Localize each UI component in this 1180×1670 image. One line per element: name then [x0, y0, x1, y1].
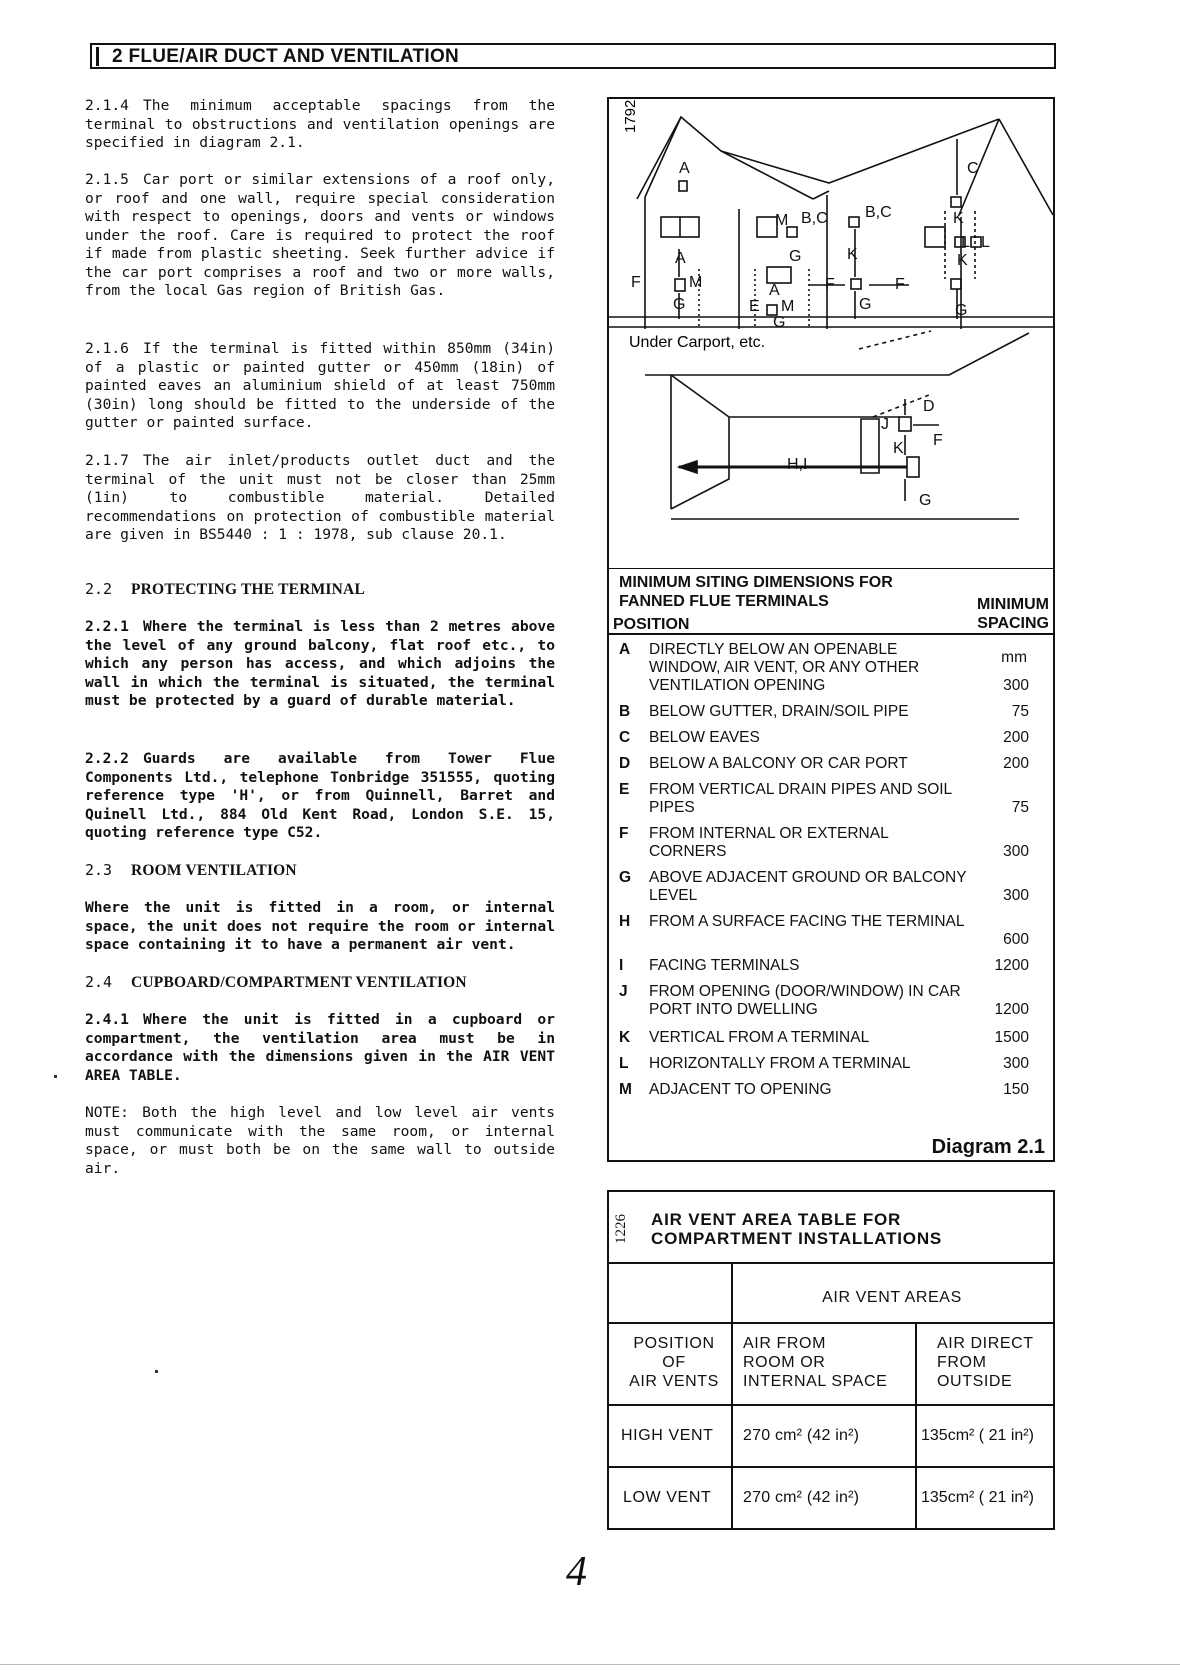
- position-of-air-vents-header: [619, 1334, 729, 1391]
- clause-text: Where the unit is fitted in a room, or internal space, the unit does not require the room or internal space containing it to have a permanent air vent.: [85, 899, 555, 953]
- row-text: ADJACENT TO OPENING: [649, 1081, 832, 1098]
- rule: [915, 1322, 917, 1528]
- clause-number: 2.2.1: [85, 618, 129, 635]
- row-value: 75: [1011, 799, 1029, 816]
- svg-text:A: A: [675, 250, 686, 267]
- position-header: POSITION: [613, 616, 690, 633]
- svg-text:A: A: [679, 160, 690, 177]
- svg-text:K: K: [957, 252, 968, 269]
- clause-text: Guards are available from Tower Flue Components Ltd., telephone Tonbridge 351555, quoting reference type 'H', or from Quinnell, Barret and Quinell Ltd., 884 Old Kent Road, London S.E. 15, quoting reference type C52.: [85, 750, 555, 841]
- svg-text:G: G: [673, 296, 686, 313]
- svg-text:E: E: [749, 298, 760, 315]
- speck: [155, 1370, 158, 1373]
- col1-line: AIR VENTS: [629, 1373, 719, 1390]
- table-row: [619, 703, 1047, 721]
- col3-line: FROM: [937, 1354, 987, 1371]
- section-title: 2 FLUE/AIR DUCT AND VENTILATION: [112, 46, 460, 67]
- high-vent-outside-value: 135cm² ( 21 in²): [921, 1427, 1034, 1444]
- row-text: DIRECTLY BELOW AN OPENABLE WINDOW, AIR VENT, OR ANY OTHER VENTILATION OPENING: [649, 641, 920, 694]
- table-title-line-2: FANNED FLUE TERMINALS: [619, 593, 829, 610]
- paragraph-2-4-1: [85, 1011, 555, 1085]
- row-value: 600: [1003, 931, 1029, 948]
- low-vent-outside-value: 135cm² ( 21 in²): [921, 1489, 1034, 1506]
- air-direct-outside-header: [937, 1334, 1034, 1391]
- row-letter: B: [619, 703, 631, 720]
- paragraph-2-2-1: [85, 618, 555, 711]
- row-value: 300: [1003, 843, 1029, 860]
- svg-text:F: F: [933, 432, 943, 449]
- svg-text:H,I: H,I: [787, 456, 808, 473]
- svg-text:L: L: [961, 234, 970, 251]
- row-text: BELOW GUTTER, DRAIN/SOIL PIPE: [649, 703, 909, 720]
- window: [925, 227, 945, 247]
- minimum-header-line-1: MINIMUM: [977, 596, 1049, 613]
- row-value: 150: [1003, 1081, 1029, 1098]
- row-letter: C: [619, 729, 631, 746]
- gable-right-edge: [959, 119, 999, 215]
- table-row: [619, 957, 1047, 975]
- row-text: FROM A SURFACE FACING THE TERMINAL: [649, 913, 965, 930]
- svg-text:M: M: [689, 274, 703, 291]
- row-value: 1200: [994, 1001, 1029, 1018]
- row-value: 200: [1003, 755, 1029, 772]
- table-row: [619, 983, 1047, 1019]
- clause-number: 2.1.5: [85, 171, 129, 188]
- svg-text:F: F: [825, 276, 835, 293]
- row-text: BELOW EAVES: [649, 729, 760, 746]
- clause-number: 2.1.6: [85, 340, 129, 357]
- table-row: [619, 641, 1047, 695]
- col1-line: POSITION: [633, 1335, 715, 1352]
- svg-text:B,C: B,C: [865, 204, 892, 221]
- row-text: BELOW A BALCONY OR CAR PORT: [649, 755, 908, 772]
- gable-left-edge: [645, 117, 681, 197]
- table-title-line-1: MINIMUM SITING DIMENSIONS FOR: [619, 574, 893, 591]
- table-row: [619, 869, 1047, 905]
- section-2-4-heading: [85, 973, 467, 992]
- svg-text:F: F: [895, 276, 905, 293]
- row-value: 300: [1003, 887, 1029, 904]
- vent-title-line-1: AIR VENT AREA TABLE FOR: [651, 1210, 902, 1229]
- section-2-2-heading: [85, 580, 365, 599]
- svg-text:D: D: [923, 398, 935, 415]
- clause-number: 2.4.1: [85, 1011, 129, 1028]
- clause-text: Where the unit is fitted in a cupboard or compartment, the ventilation area must be in accordance with the dimensions given in the AIR VENT AREA TABLE.: [85, 1011, 555, 1084]
- air-from-room-header: [743, 1334, 887, 1391]
- svg-text:M: M: [775, 212, 789, 229]
- paragraph-2-1-4: [85, 97, 555, 153]
- svg-text:C: C: [967, 160, 979, 177]
- air-vent-areas-header: AIR VENT AREAS: [822, 1289, 962, 1306]
- carport-door: [861, 419, 879, 473]
- window: [767, 267, 791, 283]
- section-number: 2.2: [85, 580, 113, 598]
- table-row: [619, 1055, 1047, 1073]
- rule: [609, 1262, 1053, 1264]
- row-text: HORIZONTALLY FROM A TERMINAL: [649, 1055, 911, 1072]
- speck: [54, 1075, 57, 1078]
- paragraph-2-3: [85, 899, 555, 955]
- low-vent-room-value: 270 cm² (42 in²): [743, 1489, 860, 1506]
- svg-text:F: F: [631, 274, 641, 291]
- row-letter: G: [619, 869, 632, 886]
- clause-text: The air inlet/products outlet duct and the terminal of the unit must not be closer than 25mm (1in) to combustible material. Detailed recommendations on protection of combustible material are given in BS5440 : 1 : 1978, sub clause 20.1.: [85, 452, 555, 543]
- clause-text: If the terminal is fitted within 850mm (34in) of a plastic or painted gutter or 450mm (18in) of painted eaves an aluminium shield of at least 750mm (30in) long should be fitted to the underside of the gutter or painted surface.: [85, 340, 555, 431]
- col3-line: OUTSIDE: [937, 1373, 1013, 1390]
- clause-number: 2.1.4: [85, 97, 129, 114]
- section-header: [90, 43, 1056, 69]
- diagram-2-1: [607, 97, 1055, 1162]
- paragraph-2-1-7: [85, 452, 555, 545]
- header-bar: [96, 47, 99, 66]
- clause-text: Car port or similar extensions of a roof only, or roof and one wall, require special consideration with respect to openings, doors and vents or windows under the roof. Care is required to protect the roof if made from plastic sheeting. Seek further advice if the car port comprises a roof and two or more walls, from the local Gas region of British Gas.: [85, 171, 555, 299]
- svg-text:K: K: [893, 440, 904, 457]
- vent-title-line-2: COMPARTMENT INSTALLATIONS: [651, 1229, 943, 1248]
- row-text: FROM VERTICAL DRAIN PIPES AND SOIL PIPES: [649, 781, 952, 816]
- table-row: [619, 825, 1047, 861]
- clause-text: Where the terminal is less than 2 metres above the level of any ground balcony, flat roof etc., to which any person has access, and which adjoins the wall in which the terminal is situated, the terminal must be protected by a guard of durable material.: [85, 618, 555, 709]
- section-heading: PROTECTING THE TERMINAL: [131, 581, 365, 598]
- col3-line: AIR DIRECT: [937, 1335, 1034, 1352]
- row-letter: K: [619, 1029, 631, 1046]
- row-text: FACING TERMINALS: [649, 957, 800, 974]
- svg-text:G: G: [919, 492, 932, 509]
- row-text: VERTICAL FROM A TERMINAL: [649, 1029, 870, 1046]
- svg-text:J: J: [881, 416, 889, 433]
- window: [757, 217, 777, 237]
- note-paragraph: [85, 1104, 555, 1178]
- clause-text: The minimum acceptable spacings from the terminal to obstructions and ventilation openings are specified in diagram 2.1.: [85, 97, 555, 151]
- row-text: ABOVE ADJACENT GROUND OR BALCONY LEVEL: [649, 869, 967, 904]
- diagram-ref: 1792: [622, 99, 639, 133]
- svg-text:G: G: [789, 248, 802, 265]
- row-letter: F: [619, 825, 629, 842]
- row-letter: L: [619, 1055, 629, 1072]
- paragraph-2-1-6: [85, 340, 555, 433]
- carport-frame: [671, 375, 899, 509]
- table-row: [619, 913, 1047, 949]
- row-letter: E: [619, 781, 630, 798]
- table-row: [619, 729, 1047, 747]
- rule: [609, 1322, 1053, 1324]
- high-vent-room-value: 270 cm² (42 in²): [743, 1427, 860, 1444]
- row-letter: I: [619, 957, 624, 974]
- svg-text:G: G: [773, 314, 786, 331]
- clause-number: 2.1.7: [85, 452, 129, 469]
- paragraph-2-2-2: [85, 750, 555, 843]
- row-value: 1200: [994, 957, 1029, 974]
- roof-right: [999, 119, 1053, 215]
- minimum-spacing-header: [977, 595, 1049, 633]
- col2-line: INTERNAL SPACE: [743, 1373, 888, 1390]
- row-letter: M: [619, 1081, 632, 1098]
- table-row: [619, 1081, 1047, 1099]
- table-row: [619, 781, 1047, 817]
- section-number: 2.3: [85, 861, 113, 879]
- carport-label: Under Carport, etc.: [629, 334, 766, 351]
- svg-text:L: L: [981, 234, 990, 251]
- bottom-edge-line: [0, 1664, 1180, 1665]
- paragraph-2-1-5: [85, 171, 555, 301]
- row-value: 75: [1011, 703, 1029, 720]
- high-vent-label: HIGH VENT: [621, 1427, 714, 1444]
- section-number: 2.4: [85, 973, 113, 991]
- note-text: NOTE: Both the high level and low level air vents must communicate with the same room, or internal space, or must both be on the same wall to outside air.: [85, 1104, 555, 1177]
- air-vent-area-table: [607, 1190, 1055, 1530]
- rule: [609, 1466, 1053, 1468]
- row-value: 1500: [994, 1029, 1029, 1046]
- row-text: FROM INTERNAL OR EXTERNAL CORNERS: [649, 825, 889, 860]
- rule: [609, 1404, 1053, 1406]
- low-vent-label: LOW VENT: [623, 1489, 712, 1506]
- clause-number: 2.2.2: [85, 750, 129, 767]
- row-text: FROM OPENING (DOOR/WINDOW) IN CAR PORT INTO DWELLING: [649, 983, 961, 1018]
- svg-text:K: K: [953, 210, 964, 227]
- unit-label: mm: [1001, 649, 1027, 666]
- section-heading: ROOM VENTILATION: [131, 862, 297, 879]
- row-letter: H: [619, 913, 631, 930]
- col2-line: ROOM OR: [743, 1354, 826, 1371]
- minimum-header-line-2: SPACING: [977, 615, 1049, 632]
- svg-text:G: G: [955, 302, 968, 319]
- table-ref: 1226: [613, 1214, 629, 1244]
- svg-text:G: G: [859, 296, 872, 313]
- row-letter: D: [619, 755, 631, 772]
- row-value: 200: [1003, 729, 1029, 746]
- page-number: 4: [566, 1549, 587, 1595]
- table-row: [619, 1029, 1047, 1047]
- table-row: [619, 755, 1047, 773]
- svg-text:M: M: [781, 298, 795, 315]
- row-letter: A: [619, 641, 631, 658]
- section-heading: CUPBOARD/COMPARTMENT VENTILATION: [131, 974, 467, 991]
- row-value: 300: [1003, 1055, 1029, 1072]
- section-2-3-heading: [85, 861, 297, 880]
- row-letter: J: [619, 983, 628, 1000]
- svg-text:A: A: [769, 282, 780, 299]
- table-title: [613, 573, 893, 634]
- diagram-label: Diagram 2.1: [931, 1136, 1045, 1158]
- col1-line: OF: [662, 1354, 686, 1371]
- col2-line: AIR FROM: [743, 1335, 827, 1352]
- vent-table-title: [651, 1210, 942, 1248]
- row-value: 300: [1003, 677, 1029, 694]
- siting-illustration: [609, 99, 1053, 569]
- header-rule: [609, 633, 1053, 635]
- svg-text:K: K: [847, 246, 858, 263]
- svg-text:B,C: B,C: [801, 210, 828, 227]
